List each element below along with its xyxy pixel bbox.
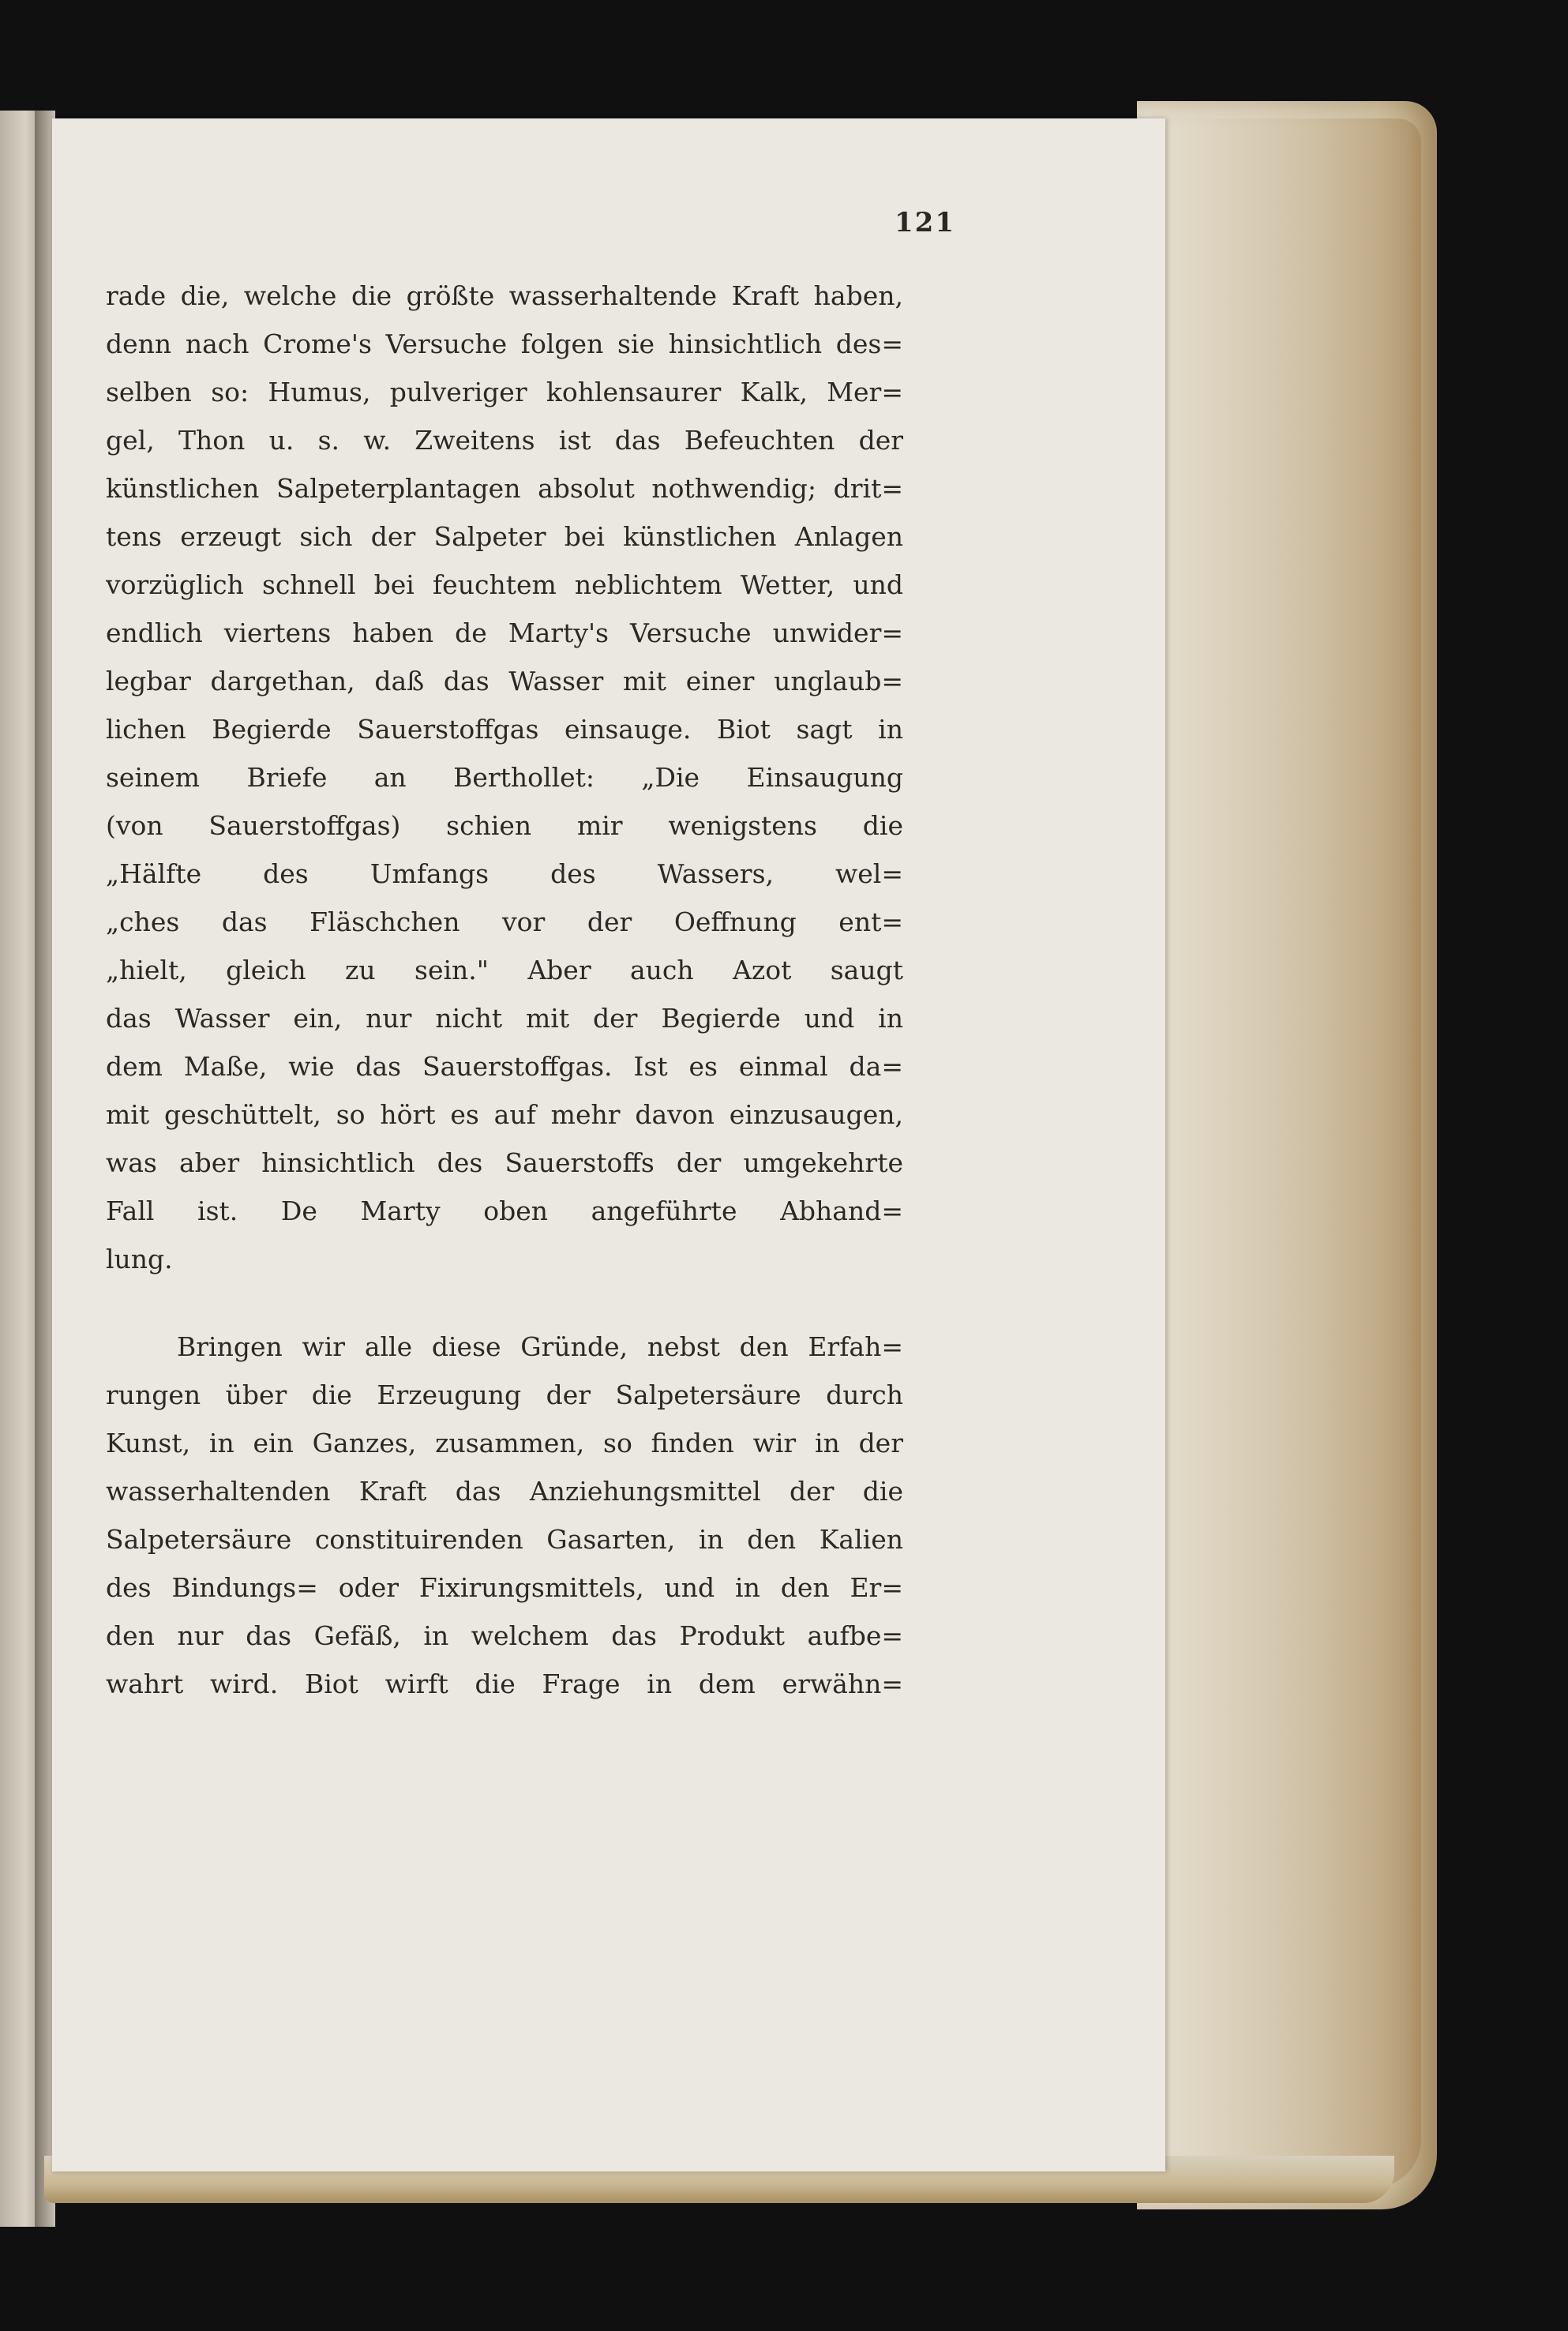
text-line: Fall ist. De Marty oben angeführte Abhand= [106, 1196, 903, 1226]
text-line: (von Sauerstoffgas) schien mir wenigstens die [106, 810, 903, 841]
text-line: „Hälfte des Umfangs des Wassers, wel= [106, 858, 903, 889]
text-line: des Bindungs= oder Fixirungsmittels, und in den Er= [106, 1572, 903, 1603]
text-line: lichen Begierde Sauerstoffgas einsauge. Biot sagt in [106, 714, 903, 745]
text-line: was aber hinsichtlich des Sauerstoffs der umgekehrte [106, 1147, 903, 1178]
text-line: dem Maße, wie das Sauerstoffgas. Ist es einmal da= [106, 1051, 903, 1082]
text-line: rungen über die Erzeugung der Salpetersäure durch [106, 1379, 903, 1410]
text-line: künstlichen Salpeterplantagen absolut nothwendig; drit= [106, 473, 903, 504]
text-line: vorzüglich schnell bei feuchtem neblichtem Wetter, und [106, 569, 903, 600]
page-text [106, 272, 903, 1708]
page-edges-shading [1161, 118, 1421, 2187]
paragraph-gap [106, 1283, 903, 1323]
text-line: rade die, welche die größte wasserhaltende Kraft haben, [106, 280, 903, 311]
text-line: gel, Thon u. s. w. Zweitens ist das Befeuchten der [106, 425, 903, 456]
text-line: legbar dargethan, daß das Wasser mit einer unglaub= [106, 666, 903, 696]
text-line: Kunst, in ein Ganzes, zusammen, so finden wir in der [106, 1428, 903, 1458]
text-line: wahrt wird. Biot wirft die Frage in dem erwähn= [106, 1668, 903, 1699]
text-line: Salpetersäure constituirenden Gasarten, in den Kalien [106, 1524, 903, 1555]
text-line: „ches das Fläschchen vor der Oeffnung ent= [106, 906, 903, 937]
text-line: selben so: Humus, pulveriger kohlensaurer Kalk, Mer= [106, 377, 903, 407]
text-line: das Wasser ein, nur nicht mit der Begierde und in [106, 1003, 903, 1034]
text-line: wasserhaltenden Kraft das Anziehungsmittel der die [106, 1476, 903, 1507]
paragraph-2 [106, 1323, 903, 1708]
text-line: mit geschüttelt, so hört es auf mehr davon einzusaugen, [106, 1099, 903, 1130]
text-line: „hielt, gleich zu sein." Aber auch Azot saugt [106, 955, 903, 985]
text-line: denn nach Crome's Versuche folgen sie hinsichtlich des= [106, 328, 903, 359]
text-line: tens erzeugt sich der Salpeter bei künstlichen Anlagen [106, 521, 903, 552]
paragraph-1 [106, 272, 903, 1283]
page-number: 121 [895, 207, 955, 238]
text-line: endlich viertens haben de Marty's Versuche unwider= [106, 617, 903, 648]
text-line: seinem Briefe an Berthollet: „Die Einsaugung [106, 762, 903, 793]
text-line: Bringen wir alle diese Gründe, nebst den Erfah= [177, 1331, 903, 1362]
text-line: den nur das Gefäß, in welchem das Produkt aufbe= [106, 1620, 903, 1651]
text-line: lung. [106, 1244, 173, 1274]
